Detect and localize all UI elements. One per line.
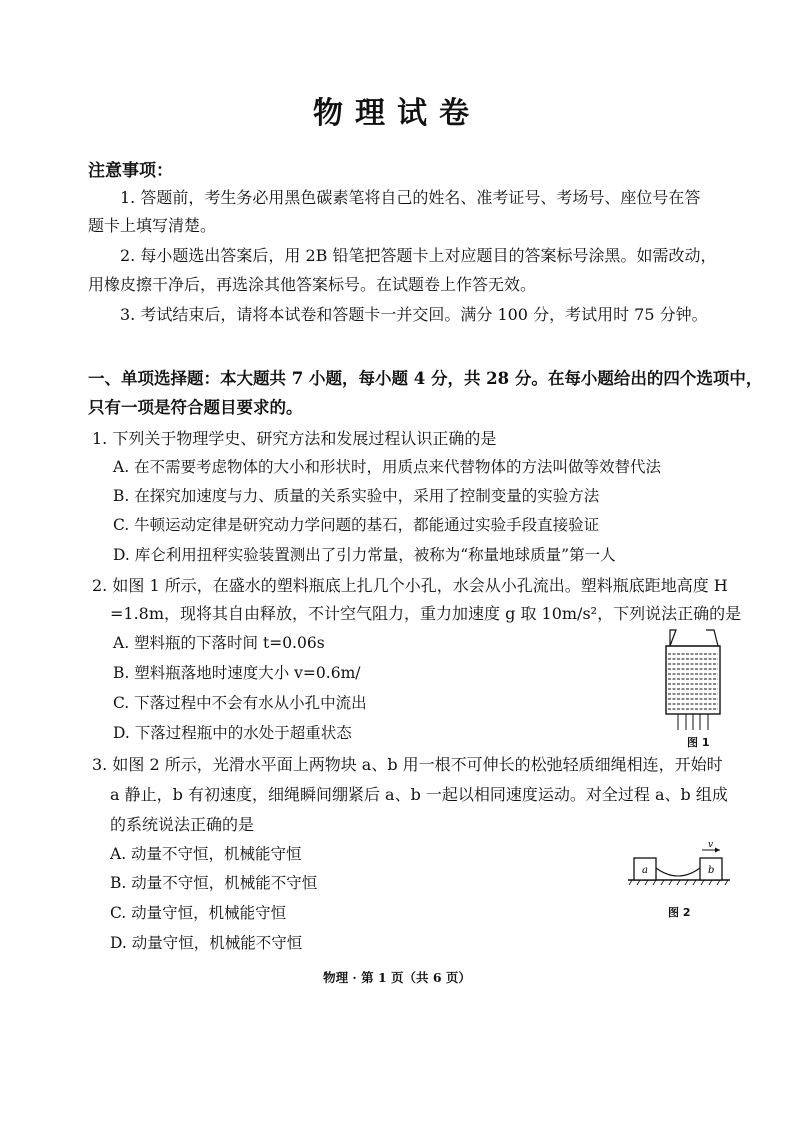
bottle-neck-left xyxy=(670,630,676,646)
question-3-stem-line3: 的系统说法正确的是 xyxy=(110,815,255,834)
question-3-stem-line2: a 静止，b 有初速度，细绳瞬间绷紧后 a、b 一起以相同速度运动。对全过程 a、b 组成 xyxy=(110,785,728,804)
notice-item-2-line2: 用橡皮擦干净后，再选涂其他答案标号。在试题卷上作答无效。 xyxy=(88,275,537,294)
question-3-option-d: D. 动量守恒，机械能不守恒 xyxy=(110,934,303,952)
bottle-neck-right xyxy=(706,630,718,646)
question-2-stem-line1: 2. 如图 1 所示，在盛水的塑料瓶底上扎几个小孔，水会从小孔流出。塑料瓶底距地高度 H xyxy=(92,576,728,595)
figure-2-caption: 图 2 xyxy=(668,906,691,919)
question-3-stem-line1: 3. 如图 2 所示，光滑水平面上两物块 a、b 用一根不可伸长的松弛轻质细绳相连，开始时 xyxy=(92,755,723,774)
question-1-option-a: A. 在不需要考虑物体的大小和形状时，用质点来代替物体的方法叫做等效替代法 xyxy=(113,458,662,476)
question-1-option-d: D. 库仑利用扭秤实验装置测出了引力常量，被称为“称量地球质量”第一人 xyxy=(113,546,616,564)
question-2-option-b: B. 塑料瓶落地时速度大小 v=0.6m/ xyxy=(113,664,361,682)
block-b-label: b xyxy=(708,865,715,876)
notice-heading: 注意事项： xyxy=(88,161,173,181)
question-2-option-a: A. 塑料瓶的下落时间 t=0.06s xyxy=(113,634,325,652)
block-a-label: a xyxy=(642,865,648,876)
velocity-label: v xyxy=(708,840,714,850)
question-3-option-a: A. 动量不守恒，机械能守恒 xyxy=(110,845,302,863)
slack-rope xyxy=(656,868,700,876)
water-lines xyxy=(668,654,718,709)
question-3-option-b: B. 动量不守恒，机械能不守恒 xyxy=(110,874,318,892)
question-1-stem: 1. 下列关于物理学史、研究方法和发展过程认识正确的是 xyxy=(92,429,497,448)
ground-hatching xyxy=(629,880,728,885)
water-streams xyxy=(678,714,708,730)
section-heading-line1: 一、单项选择题：本大题共 7 小题，每小题 4 分，共 28 分。在每小题给出的四个选项中， xyxy=(88,369,763,388)
question-3-option-c: C. 动量守恒，机械能守恒 xyxy=(110,904,287,922)
question-2-option-d: D. 下落过程瓶中的水处于超重状态 xyxy=(113,724,352,742)
notice-item-1-line1: 1. 答题前，考生务必用黑色碳素笔将自己的姓名、准考证号、考场号、座位号在答 xyxy=(120,188,701,207)
question-2-stem-line2: =1.8m，现将其自由释放，不计空气阻力，重力加速度 g 取 10m/s²，下列说法正确的是 xyxy=(110,604,742,623)
question-1-option-c: C. 牛顿运动定律是研究动力学问题的基石，都能通过实验手段直接验证 xyxy=(113,516,600,534)
velocity-arrow-head xyxy=(715,848,720,853)
section-heading-line2: 只有一项是符合题目要求的。 xyxy=(88,398,303,417)
page-title: 物理试卷 xyxy=(313,96,481,131)
notice-item-3-line1: 3. 考试结束后，请将本试卷和答题卡一并交回。满分 100 分，考试用时 75 分钟。 xyxy=(120,305,708,324)
figure-1-caption: 图 1 xyxy=(687,736,710,749)
notice-item-1-line2: 题卡上填写清楚。 xyxy=(88,216,217,235)
question-1-option-b: B. 在探究加速度与力、质量的关系实验中，采用了控制变量的实验方法 xyxy=(113,487,600,505)
notice-item-2-line1: 2. 每小题选出答案后，用 2B 铅笔把答题卡上对应题目的答案标号涂黑。如需改动， xyxy=(120,246,717,265)
figure-1-bottle-diagram xyxy=(662,628,726,732)
figure-2-blocks-diagram xyxy=(628,838,732,888)
page-footer: 物理 · 第 1 页（共 6 页） xyxy=(323,970,471,985)
question-2-option-c: C. 下落过程中不会有水从小孔中流出 xyxy=(113,694,367,712)
